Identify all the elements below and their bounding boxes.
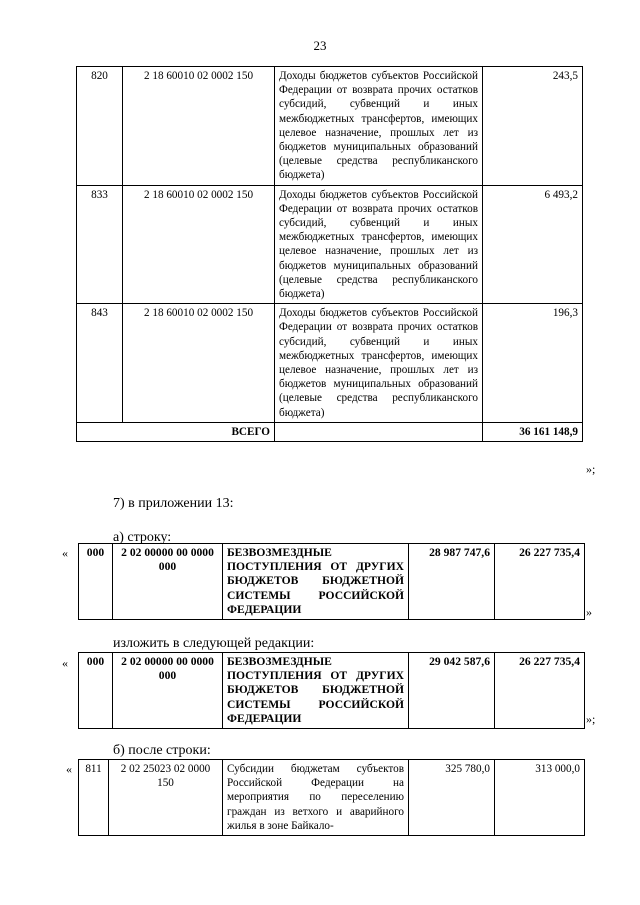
page-number: 23	[313, 38, 327, 53]
row-b-table	[78, 652, 585, 729]
code-cell: 843	[77, 304, 123, 423]
kbk-cell: 2 18 60010 02 0002 150	[123, 67, 275, 186]
description-cell: БЕЗВОЗМЕЗДНЫЕ ПОСТУПЛЕНИЯ ОТ ДРУГИХ БЮДЖЕТОВ БЮДЖЕТНОЙ СИСТЕМЫ РОССИЙСКОЙ ФЕДЕРАЦИИ	[223, 544, 409, 620]
description-cell: Доходы бюджетов субъектов Российской Федерации от возврата прочих остатков субсидий, субвенций и иных межбюджетных трансфертов, имеющих целевое назначение, прошлых лет из бюджетов муниципальных образований (целевые средства республиканского бюджета)	[275, 304, 483, 423]
paragraph-a: а) строку:	[113, 530, 172, 545]
kbk-cell: 2 02 25023 02 0000 150	[109, 760, 223, 836]
total-label: ВСЕГО	[77, 422, 275, 441]
code-cell: 000	[79, 653, 113, 729]
table-row	[79, 760, 585, 836]
closing-quote: »;	[586, 462, 596, 476]
paragraph-b: б) после строки:	[113, 743, 211, 758]
table-row	[79, 653, 585, 729]
total-amount: 36 161 148,9	[483, 422, 583, 441]
amount-cell: 29 042 587,6	[409, 653, 495, 729]
closing-quote: »;	[586, 712, 596, 726]
paragraph-redaction: изложить в следующей редакции:	[113, 636, 315, 651]
description-cell: БЕЗВОЗМЕЗДНЫЕ ПОСТУПЛЕНИЯ ОТ ДРУГИХ БЮДЖЕТОВ БЮДЖЕТНОЙ СИСТЕМЫ РОССИЙСКОЙ ФЕДЕРАЦИИ	[223, 653, 409, 729]
opening-quote: «	[66, 762, 72, 776]
amount-cell: 26 227 735,4	[495, 544, 585, 620]
table-row	[77, 185, 583, 304]
table-row	[79, 544, 585, 620]
description-cell: Доходы бюджетов субъектов Российской Федерации от возврата прочих остатков субсидий, субвенций и иных межбюджетных трансфертов, имеющих целевое назначение, прошлых лет из бюджетов муниципальных образований (целевые средства республиканского бюджета)	[275, 185, 483, 304]
code-cell: 820	[77, 67, 123, 186]
amount-cell: 196,3	[483, 304, 583, 423]
amount-cell: 313 000,0	[495, 760, 585, 836]
revenue-table	[76, 66, 583, 442]
amount-cell: 243,5	[483, 67, 583, 186]
total-row	[77, 422, 583, 441]
row-c-table	[78, 759, 585, 836]
description-cell: Субсидии бюджетам субъектов Российской Федерации на мероприятия по переселению граждан из ветхого и аварийного жилья в зоне Байкало-	[223, 760, 409, 836]
paragraph-7: 7) в приложении 13:	[113, 496, 234, 511]
description-cell: Доходы бюджетов субъектов Российской Федерации от возврата прочих остатков субсидий, субвенций и иных межбюджетных трансфертов, имеющих целевое назначение, прошлых лет из бюджетов муниципальных образований (целевые средства республиканского бюджета)	[275, 67, 483, 186]
row-a-table	[78, 543, 585, 620]
amount-cell: 28 987 747,6	[409, 544, 495, 620]
code-cell: 811	[79, 760, 109, 836]
code-cell: 000	[79, 544, 113, 620]
amount-cell: 325 780,0	[409, 760, 495, 836]
kbk-cell: 2 18 60010 02 0002 150	[123, 185, 275, 304]
closing-quote: »	[586, 605, 592, 619]
opening-quote: «	[62, 656, 68, 670]
total-empty-cell	[275, 422, 483, 441]
amount-cell: 6 493,2	[483, 185, 583, 304]
code-cell: 833	[77, 185, 123, 304]
kbk-cell: 2 02 00000 00 0000 000	[113, 653, 223, 729]
amount-cell: 26 227 735,4	[495, 653, 585, 729]
opening-quote: «	[62, 546, 68, 560]
table-row	[77, 67, 583, 186]
kbk-cell: 2 02 00000 00 0000 000	[113, 544, 223, 620]
table-row	[77, 304, 583, 423]
kbk-cell: 2 18 60010 02 0002 150	[123, 304, 275, 423]
